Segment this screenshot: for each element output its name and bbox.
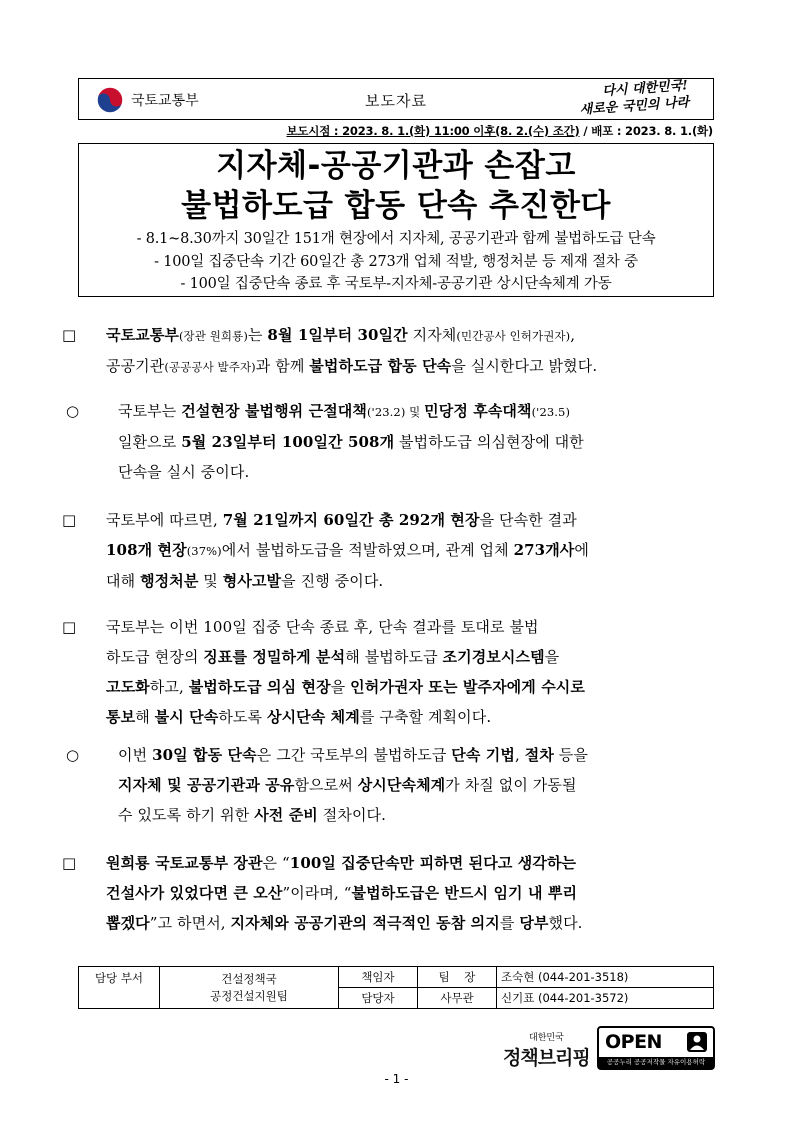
text: ,	[570, 326, 576, 344]
text: 단속을 실시 중이다.	[118, 463, 250, 481]
role-responsible: 책임자	[339, 967, 418, 988]
text: 공공기관	[106, 357, 165, 375]
dept-label: 담당 부서	[79, 967, 160, 1009]
subtitle-1: - 8.1~8.30까지 30일간 151개 현장에서 지자체, 공공기관과 함께 불법하도급 단속	[136, 231, 656, 247]
text-bold: 조기경보시스템	[442, 648, 545, 666]
ministry-name: 국토교통부	[131, 93, 199, 109]
person-1: 조숙현 (044-201-3518)	[497, 967, 714, 988]
text: 하도록	[218, 708, 267, 726]
square-bullet: □	[62, 511, 77, 529]
text-bold: 통보	[106, 708, 136, 726]
text: 했다.	[548, 914, 583, 932]
text-bold: 국토교통부	[106, 326, 179, 344]
text-bold: 당부	[519, 914, 549, 932]
text: ”고 하면서,	[149, 914, 231, 932]
subtitle-2: - 100일 집중단속 기간 60일간 총 273개 업체 적발, 행정처분 등 제재 절차 중	[154, 253, 638, 270]
slogan	[578, 77, 690, 119]
policy-briefing-logo	[503, 1030, 590, 1070]
text-bold: 상시단속체계	[357, 776, 446, 794]
text: 은 그간 국토부의 불법하도급	[256, 746, 452, 764]
text-bold: 행정처분	[140, 572, 199, 590]
policy-big-label: 정책브리핑	[503, 1047, 590, 1069]
text-bold: 민당정 후속대책	[424, 402, 532, 420]
paragraph-5	[66, 740, 758, 830]
team-cell	[160, 967, 339, 1009]
paragraph-3	[62, 505, 746, 596]
text: 이번	[118, 746, 153, 764]
text-small: (민간공사 인허가권자)	[456, 329, 571, 343]
text: 과 함께	[255, 357, 310, 375]
text: 는	[247, 326, 268, 344]
open-word: OPEN	[605, 1031, 662, 1053]
text-bold: 불법하도급은 반드시 임기 내 뿌리	[351, 884, 578, 902]
subtitle-3: - 100일 집중단속 종료 후 국토부-지자체-공공기관 상시단속체계 가동	[180, 276, 612, 292]
text-bold: 건설사가 있었다면 큰 오산	[106, 884, 283, 902]
text-small: ('23.2) 및	[366, 405, 425, 419]
text: 국토부는	[118, 402, 182, 420]
text-small: (공공공사 발주자)	[164, 360, 256, 374]
text-bold: 불시 단속	[154, 708, 219, 726]
text: 에	[574, 541, 589, 559]
release-header	[78, 78, 714, 120]
person-icon	[687, 1032, 707, 1052]
text: 가 차질 없이 가동될	[445, 776, 577, 794]
text: 불법하도급 의심현장에 대한	[394, 433, 584, 451]
text: 을 실시한다고 밝혔다.	[451, 357, 598, 375]
text-bold: 30일 합동 단속	[152, 746, 257, 764]
page-number: - 1 -	[384, 1072, 409, 1086]
text-bold: 원희룡 국토교통부 장관	[106, 854, 263, 872]
policy-small-label: 대한민국	[529, 1033, 564, 1043]
text-bold: 불법하도급 합동 단속	[309, 357, 452, 375]
text: 대해	[106, 572, 141, 590]
text-bold: 100일 집중단속만 피하면 된다고 생각하는	[289, 854, 577, 872]
embargo-time: 보도시점 : 2023. 8. 1.(화) 11:00 이후(8. 2.(수) 조간)	[286, 124, 580, 138]
text: 에서 불법하도급을 적발하였으며, 관계 업체	[221, 541, 514, 559]
text: 등을	[553, 746, 588, 764]
paragraph-2	[66, 396, 758, 487]
text: 함으로써	[294, 776, 358, 794]
text: 해 불법하도급	[345, 648, 443, 666]
text: 국토부에 따르면,	[106, 511, 223, 529]
text: 을	[544, 648, 560, 666]
text: 하도급 현장의	[106, 648, 204, 666]
text: 지자체	[407, 326, 457, 344]
text-bold: 건설현장 불법행위 근절대책	[181, 402, 367, 420]
release-type: 보도자료	[365, 92, 427, 110]
text-bold: 8월 1일부터 30일간	[267, 326, 408, 344]
distribution-date: 배포 : 2023. 8. 1.(화)	[591, 124, 713, 138]
text: 일환으로	[118, 433, 182, 451]
text: 을 단속한 결과	[479, 511, 577, 529]
slogan-line1: 다시 대한민국!	[602, 78, 689, 100]
title-box	[78, 143, 714, 297]
paragraph-1	[62, 320, 746, 382]
text: 국토부는 이번 100일 집중 단속 종료 후, 단속 결과를 토대로 불법	[106, 618, 539, 636]
position-1: 팀 장	[418, 967, 497, 988]
open-sub-label: 공공누리 공공저작물 자유이용허락	[599, 1057, 713, 1068]
text: 을	[330, 678, 351, 696]
text-bold: 5월 23일부터 100일간 508개	[181, 433, 395, 451]
square-bullet: □	[62, 618, 77, 636]
text: 을 진행 중이다.	[281, 572, 384, 590]
text-bold: 불법하도급 의심 현장	[188, 678, 331, 696]
release-info-separator: /	[579, 124, 592, 138]
text-bold: 형사고발	[222, 572, 282, 590]
text-small: (37%)	[186, 544, 222, 558]
title-line1: 지자체-공공기관과 손잡고	[216, 148, 576, 184]
position-2: 사무관	[418, 988, 497, 1009]
release-info	[286, 123, 713, 139]
text-bold: 고도화	[106, 678, 150, 696]
paragraph-6	[62, 848, 746, 938]
text-bold: 7월 21일까지 60일간 총 292개 현장	[222, 511, 480, 529]
slogan-line2: 새로운 국민의 나라	[579, 95, 690, 118]
circle-bullet: ○	[66, 402, 80, 420]
text-bold: 뽑겠다	[106, 914, 150, 932]
team-bureau: 건설정책국	[221, 971, 277, 986]
person-2: 신기표 (044-201-3572)	[497, 988, 714, 1009]
text-bold: 273개사	[513, 541, 575, 559]
text: 해	[135, 708, 155, 726]
text: 를	[499, 914, 520, 932]
text-bold: 절차	[524, 746, 554, 764]
text-bold: 지자체 및 공공기관과 공유	[118, 776, 295, 794]
contact-table	[78, 966, 714, 1009]
text-small: (장관 원희룡)	[178, 329, 248, 343]
text-bold: 108개 현장	[106, 541, 187, 559]
role-contact: 담당자	[339, 988, 418, 1009]
circle-bullet: ○	[66, 746, 80, 764]
text: 절차이다.	[317, 806, 386, 824]
text: 수 있도록 하기 위한	[118, 806, 255, 824]
text-bold: 사전 준비	[254, 806, 318, 824]
kogl-open-badge	[597, 1026, 715, 1070]
text: ,	[514, 746, 525, 764]
team-name: 공정건설지원팀	[210, 988, 288, 1003]
text-bold: 상시단속 체계	[266, 708, 360, 726]
text: 를 구축할 계획이다.	[359, 708, 492, 726]
text: 및	[198, 572, 223, 590]
text-small: ('23.5)	[531, 405, 571, 419]
title-line2: 불법하도급 합동 단속 추진한다	[181, 188, 611, 224]
text-bold: 징표를 정밀하게 분석	[203, 648, 346, 666]
square-bullet: □	[62, 854, 77, 872]
paragraph-4	[62, 612, 746, 732]
square-bullet: □	[62, 326, 77, 344]
text-bold: 인허가권자 또는 발주자에게 수시로	[350, 678, 585, 696]
text-bold: 지자체와 공공기관의 적극적인 동참 의지	[230, 914, 500, 932]
text-bold: 단속 기법	[451, 746, 515, 764]
text: ”이라며, “	[282, 884, 352, 902]
text: 하고,	[149, 678, 189, 696]
text: 은 “	[262, 854, 290, 872]
